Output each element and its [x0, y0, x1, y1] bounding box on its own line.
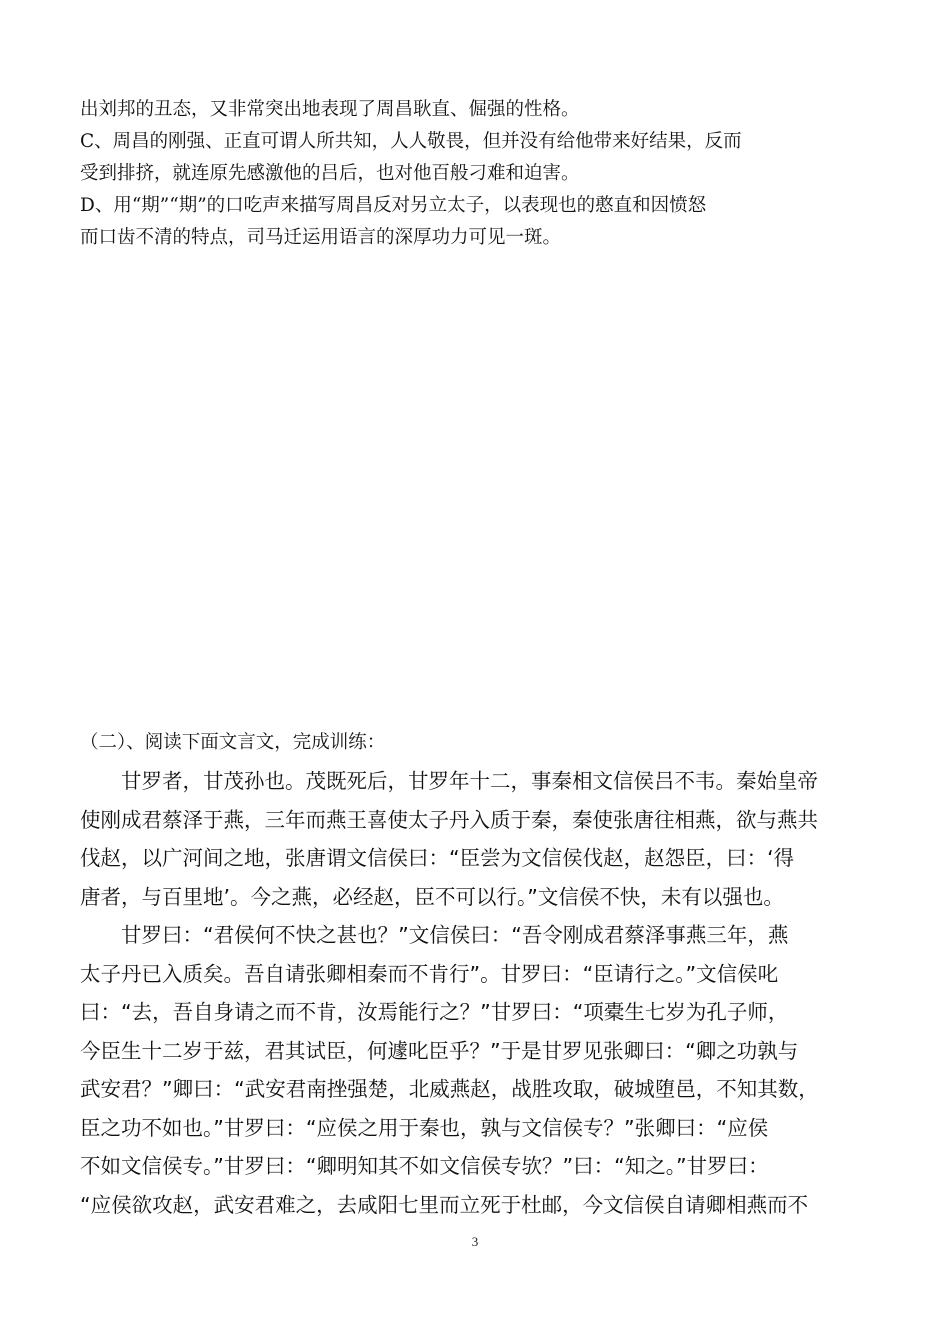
text-line: 出刘邦的丑态，又非常突出地表现了周昌耿直、倔强的性格。 [80, 99, 580, 120]
text-line: 而口齿不清的特点，司马迁运用语言的深厚功力可见一斑。 [80, 227, 562, 248]
reading-section-title [80, 727, 875, 759]
page-number: 3 [471, 1234, 479, 1249]
passage-line: 臣之功不如也。”甘罗曰：“应侯之用于秦也，孰与文信侯专？”张卿曰：“应侯 [80, 1115, 769, 1140]
passage-line: “应侯欲攻赵，武安君难之，去咸阳七里而立死于杜邮，今文信侯自请卿相燕而不 [80, 1192, 809, 1217]
passage-line: 使刚成君蔡泽于燕，三年而燕王喜使太子丹入质于秦，秦使张唐往相燕，欲与燕共 [80, 807, 818, 832]
passage-line: 今臣生十二岁于兹，君其试臣，何遽叱臣乎？”于是甘罗见张卿曰：“卿之功孰与 [80, 1038, 799, 1063]
option-c-line: C、周昌的刚强、正直可谓人所共知，人人敬畏，但并没有给他带来好结果，反而 [80, 131, 742, 152]
classical-chinese-passage [80, 762, 875, 1224]
passage-line: 甘罗者，甘茂孙也。茂既死后，甘罗年十二，事秦相文信侯吕不韦。秦始皇帝 [80, 769, 818, 793]
passage-line: 武安君？”卿曰：“武安君南挫强楚，北威燕赵，战胜攻取，破城堕邑，不知其数， [80, 1077, 819, 1101]
passage-line: 太子丹已入质矣。吾自请张卿相秦而不肯行”。甘罗曰：“臣请行之。”文信侯叱 [80, 961, 779, 986]
passage-line: 唐者，与百里地’。今之燕，必经赵，臣不可以行。”文信侯不快，未有以强也。 [80, 884, 784, 909]
passage-line: 伐赵，以广河间之地，张唐谓文信侯曰：“臣尝为文信侯伐赵，赵怨臣，曰：‘得 [80, 846, 795, 870]
previous-answer-options [80, 94, 875, 254]
passage-line: 甘罗曰：“君侯何不快之甚也？”文信侯曰：“吾令刚成君蔡泽事燕三年，燕 [80, 923, 789, 947]
passage-line: 曰：“去，吾自身请之而不肯，汝焉能行之？”甘罗曰：“项橐生七岁为孔子师， [80, 1000, 789, 1024]
passage-line: 不如文信侯专。”甘罗曰：“卿明知其不如文信侯专欤？”曰：“知之。”甘罗曰： [80, 1154, 769, 1178]
option-d-line: D、用“期”“期”的口吃声来描写周昌反对另立太子，以表现也的憨直和因愤怒 [80, 195, 707, 216]
text-line: 受到排挤，就连原先感激他的吕后，也对他百般刁难和迫害。 [80, 163, 580, 184]
section-heading: （二）、阅读下面文言文，完成训练： [80, 732, 386, 753]
